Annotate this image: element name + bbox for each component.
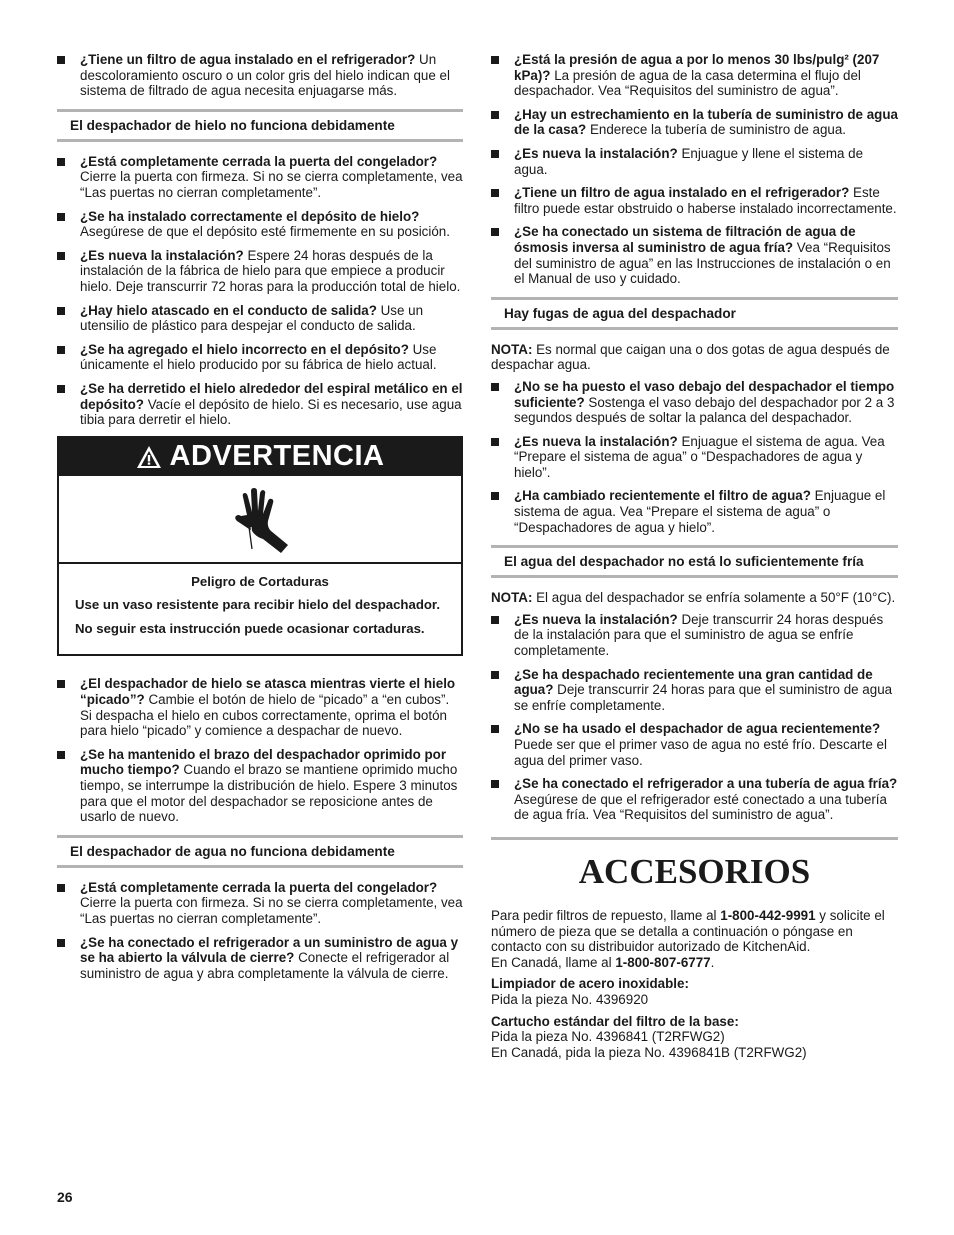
water-items-continued [491, 52, 898, 287]
list-item: ¿No se ha usado el despachador de agua recientemente? Puede ser que el primer vaso de agua no esté frío. Descarte el agua del primer vaso. [491, 721, 898, 768]
left-column [57, 52, 463, 989]
list-item: ¿Está completamente cerrada la puerta del congelador? Cierre la puerta con firmeza. Si no se cierra completamente, vea “Las puertas no cierran completamente”. [57, 154, 463, 201]
warning-box [57, 436, 463, 657]
warning-header [59, 438, 461, 476]
list-item: ¿Se ha agregado el hielo incorrecto en el depósito? Use únicamente el hielo producido por su fábrica de hielo actual. [57, 342, 463, 373]
warning-pictogram [59, 476, 461, 564]
ice-dispenser-heading: El despachador de hielo no funciona debidamente [57, 109, 463, 142]
leak-items-list [491, 379, 898, 535]
accessories-title: ACCESORIOS [578, 851, 811, 891]
hazard-title: Peligro de Cortaduras [191, 573, 329, 589]
warning-text [59, 564, 461, 655]
cold-note: NOTA: El agua del despachador se enfría solamente a 50°F (10°C). [491, 590, 896, 606]
warning-triangle-icon [136, 445, 162, 469]
list-item: ¿El despachador de hielo se atasca mientras vierte el hielo “picado”? Cambie el botón de hielo de “picado” a “en cubos”. Si despacha el hielo en cubos correctamente, oprima el botón para hielo “picado” y comience a despachar de nuevo. [57, 676, 463, 738]
list-item: ¿Se ha conectado un sistema de filtración de agua de ósmosis inversa al suministro de agua fría? Vea “Requisitos del suministro de agua” en las Instrucciones de instalación o en el Manual de uso y cuidado. [491, 224, 898, 286]
water-dispenser-heading: El despachador de agua no funciona debidamente [57, 835, 463, 868]
warning-title: ADVERTENCIA [169, 439, 385, 472]
filter-info: Cartucho estándar del filtro de la base: Pida la pieza No. 4396841 (T2RFWG2) En Canadá, pida la pieza No. 4396841B (T2RFWG2) [491, 1013, 807, 1060]
list-item: ¿Se ha conectado el refrigerador a una tubería de agua fría? Asegúrese de que el refrigerador esté conectado a una tubería de agua fría. Vea “Requisitos del suministro de agua”. [491, 776, 898, 823]
list-item: ¿Se ha conectado el refrigerador a un suministro de agua y se ha abierto la válvula de cierre? Conecte el refrigerador al suministro de agua y abra completamente la válvula de cierre. [57, 935, 463, 982]
list-item: ¿Se ha mantenido el brazo del despachador oprimido por mucho tiempo? Cuando el brazo se mantiene oprimido mucho tiempo, se interrumpe la distribución de hielo. Espere 3 minutos para que el motor del despachador se reposicione antes de usarlo de nuevo. [57, 747, 463, 825]
right-column [491, 52, 898, 1066]
list-item: ¿Es nueva la instalación? Enjuague y llene el sistema de agua. [491, 146, 898, 177]
leak-heading: Hay fugas de agua del despachador [491, 297, 898, 330]
page-number: 26 [57, 1189, 73, 1205]
list-item: ¿Hay un estrechamiento en la tubería de suministro de agua de la casa? Enderece la tubería de suministro de agua. [491, 107, 898, 138]
leak-note: NOTA: Es normal que caigan una o dos gotas de agua después de despachar agua. [491, 341, 890, 373]
accessories-intro: Para pedir filtros de repuesto, llame al 1-800-442-9991 y solicite el número de pieza que se detalla a continuación o póngase en contacto con su distribuidor autorizado de KitchenAid. En Canadá, llame al 1-800-807-6777. [491, 907, 885, 970]
cleaner-info: Limpiador de acero inoxidable: Pida la pieza No. 4396920 [491, 976, 689, 1007]
ice-items-list [57, 154, 463, 428]
list-item: ¿Tiene un filtro de agua instalado en el refrigerador? Un descoloramiento oscuro o un color gris del hielo indican que el sistema de filtrado de agua necesita enjuagarse más. [57, 52, 463, 99]
cold-water-heading: El agua del despachador no está lo suficientemente fría [491, 545, 898, 578]
list-item: ¿Está la presión de agua a por lo menos 30 lbs/pulg² (207 kPa)? La presión de agua de la casa determina el flujo del despachador. Vea “Requisitos del suministro de agua”. [491, 52, 898, 99]
ice-items-list-2 [57, 676, 463, 824]
list-item: ¿No se ha puesto el vaso debajo del despachador el tiempo suficiente? Sostenga el vaso debajo del despachador por 2 a 3 segundos después de soltar la palanca del despachador. [491, 379, 898, 426]
list-item: ¿Hay hielo atascado en el conducto de salida? Use un utensilio de plástico para despejar el conducto de salida. [57, 303, 463, 334]
intro-list [57, 52, 463, 99]
list-item: ¿Está completamente cerrada la puerta del congelador? Cierre la puerta con firmeza. Si no se cierra completamente, vea “Las puertas no cierran completamente”. [57, 880, 463, 927]
warning-line: No seguir esta instrucción puede ocasionar cortaduras. [75, 620, 425, 636]
list-item: ¿Tiene un filtro de agua instalado en el refrigerador? Este filtro puede estar obstruido o haberse instalado incorrectamente. [491, 185, 898, 216]
list-item: ¿Se ha derretido el hielo alrededor del espiral metálico en el depósito? Vacíe el depósito de hielo. Si es necesario, use agua tibia para derretir el hielo. [57, 381, 463, 428]
warning-line: Use un vaso resistente para recibir hielo del despachador. [75, 597, 440, 613]
list-item: ¿Ha cambiado recientemente el filtro de agua? Enjuague el sistema de agua. Vea “Prepare el sistema de agua” o “Despachadores de agua y hielo”. [491, 488, 898, 535]
cold-items-list [491, 612, 898, 823]
list-item: ¿Es nueva la instalación? Espere 24 horas después de la instalación de la fábrica de hielo para que empiece a producir hielo. Deje transcurrir 72 horas para la producción total de hielo. [57, 248, 463, 295]
section-divider [491, 837, 898, 840]
water-items-list [57, 880, 463, 982]
list-item: ¿Es nueva la instalación? Enjuague el sistema de agua. Vea “Prepare el sistema de agua” o “Despachadores de agua y hielo”. [491, 434, 898, 481]
cut-hand-icon [225, 487, 295, 553]
accessories-section [491, 851, 898, 1060]
list-item: ¿Se ha instalado correctamente el depósito de hielo? Asegúrese de que el depósito esté firmemente en su posición. [57, 209, 463, 240]
list-item: ¿Se ha despachado recientemente una gran cantidad de agua? Deje transcurrir 24 horas para que el suministro de agua se enfríe completamente. [491, 667, 898, 714]
list-item: ¿Es nueva la instalación? Deje transcurrir 24 horas después de la instalación para que el suministro de agua se enfríe completamente. [491, 612, 898, 659]
